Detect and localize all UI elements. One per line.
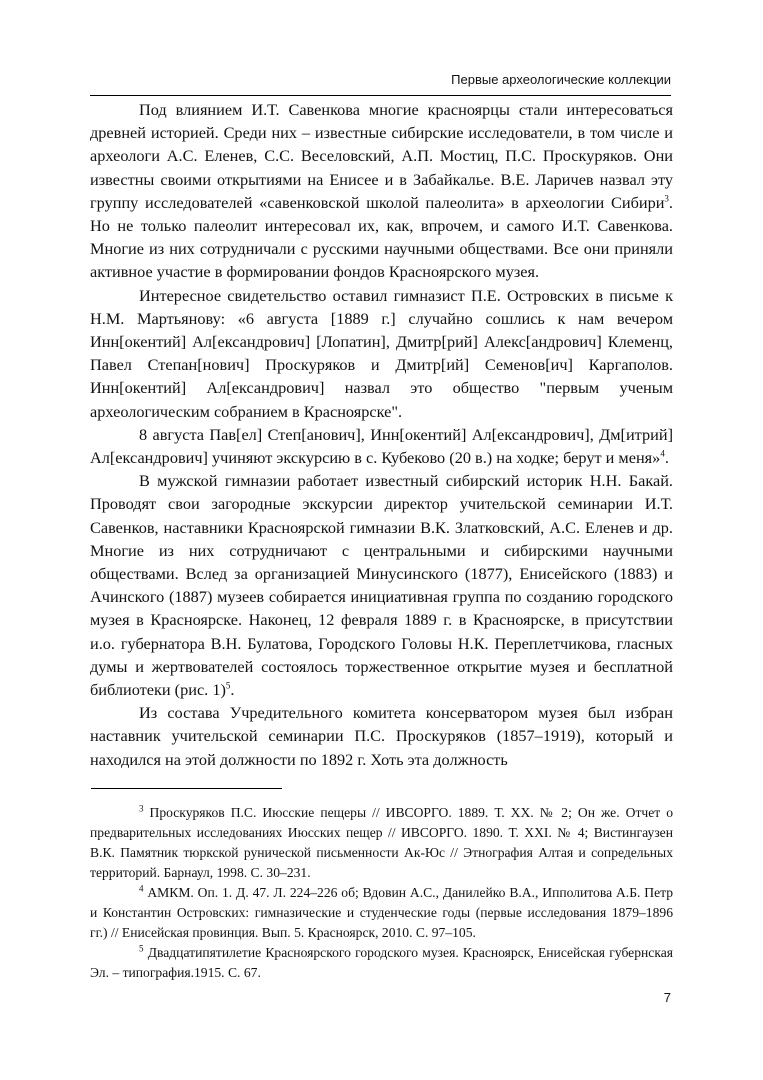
footnotes xyxy=(90,803,673,983)
paragraph-4-text: В мужской гимназии работает известный сибирский историк Н.Н. Бакай. Проводят свои загородные экскурсии директор учительской семинарии И.Т. Савенков, наставники Красноярской гимназии В.К. Златковский, А.С. Еленев и др. Многие из них сотрудничают с центральными и сибирскими научными обществами. Вслед за организацией Минусинского (1877), Енисейского (1883) и Ачинского (1887) музеев собирается инициативная группа по созданию городского музея в Красноярске. Наконец, 12 февраля 1889 г. в Красноярске, в присутствии и.о. губернатора В.Н. Булатова, Городского Головы Н.К. Переплетчикова, гласных думы и жертвователей состоялось торжественное открытие музея и бесплатной библиотеки (рис. 1) xyxy=(90,471,673,700)
paragraph-2: Интересное свидетельство оставил гимназист П.Е. Островских в письме к Н.М. Мартьянову: «6 августа [1889 г.] случайно сошлись к нам вечером Инн[окентий] Ал[ександрович] [Лопатин], Дмитр[рий] Алекс[андрович] Клеменц, Павел Степан[нович] Проскуряков и Дмитр[ий] Семенов[ич] Каргаполов. Инн[окентий] Ал[ександрович] назвал это общество "первым ученым археологическим собранием в Красноярске". xyxy=(90,285,673,421)
footnote-ref-4[interactable]: 4 xyxy=(660,448,665,459)
footnote-rule xyxy=(91,788,282,789)
footnote-number: 3 xyxy=(139,803,144,814)
paragraph-3-text: 8 августа Пав[ел] Степ[анович], Инн[окентий] Ал[ександрович], Дм[итрий] Ал[ександрович] учиняют экскурсию в с. Кубеково (20 в.) на ходке; берут и меня» xyxy=(90,424,673,468)
footnote-text: АМКМ. Оп. 1. Д. 47. Л. 224–226 об; Вдовин А.С., Данилейко В.А., Ипполитова А.Б. Петр и Константин Островских: гимназические и студенческие годы (первые исследования 1879–1896 гг.) // Енисейская провинция. Вып. 5. Красноярск, 2010. С. 97–105. xyxy=(90,885,674,940)
footnote-text: Двадцатипятилетие Красноярского городского музея. Красноярск, Енисейская губернская Эл. – типография.1915. С. 67. xyxy=(90,945,674,980)
paragraph-1-text: Под влиянием И.Т. Савенкова многие красноярцы стали интересоваться древней историей. Среди них – известные сибирские исследователи, в том числе и археологи А.С. Еленев, С.С. Веселовский, А.П. Мостиц, П.С. Проскуряков. Они известны своими открытиями на Енисее и в Забайкалье. В.Е. Ларичев назвал эту группу исследователей «савенковской школой палеолита» в археологии Сибири xyxy=(90,100,673,212)
paragraph-5: Из состава Учредительного комитета консерватором музея был избран наставник учительской семинарии П.С. Проскуряков (1857–1919), который и находился на этой должности по 1892 г. Хоть эта должность xyxy=(90,703,673,769)
paragraph-3 xyxy=(90,423,673,469)
footnote-ref-5[interactable]: 5 xyxy=(225,680,231,691)
footnote-text: Проскуряков П.С. Июсские пещеры // ИВСОРГО. 1889. Т. XX. № 2; Он же. Отчет о предварительных исследованиях Июсских пещер // ИВСОРГО. 1890. Т. XXI. № 4; Вистингаузен В.К. Памятник тюркской рунической письменности Ак-Юс // Этнография Алтая и сопредельных территорий. Барнаул, 1998. С. 30–231. xyxy=(90,805,673,880)
paragraph-4-text-end: . xyxy=(230,680,235,700)
paragraph-4 xyxy=(90,469,673,701)
running-title: Первые археологические коллекции xyxy=(451,72,671,87)
footnote-ref-3[interactable]: 3 xyxy=(664,193,669,204)
main-text xyxy=(90,98,673,771)
footnote-number: 4 xyxy=(139,883,144,894)
paragraph-1 xyxy=(90,98,673,284)
footnote-5 xyxy=(90,943,673,983)
footnote-4 xyxy=(90,883,673,943)
header-rule xyxy=(90,95,671,96)
page-number: 7 xyxy=(663,990,671,1005)
paragraph-3-text-end: . xyxy=(664,448,669,468)
footnote-number: 5 xyxy=(139,943,144,954)
footnote-3 xyxy=(90,803,673,883)
paragraph-1-text-end: . Но не только палеолит интересовал их, как, впрочем, и самого И.Т. Савенкова. Многие из них сотрудничали с русскими научными обществами. Все они приняли активное участие в формировании фондов Красноярского музея. xyxy=(90,192,673,282)
